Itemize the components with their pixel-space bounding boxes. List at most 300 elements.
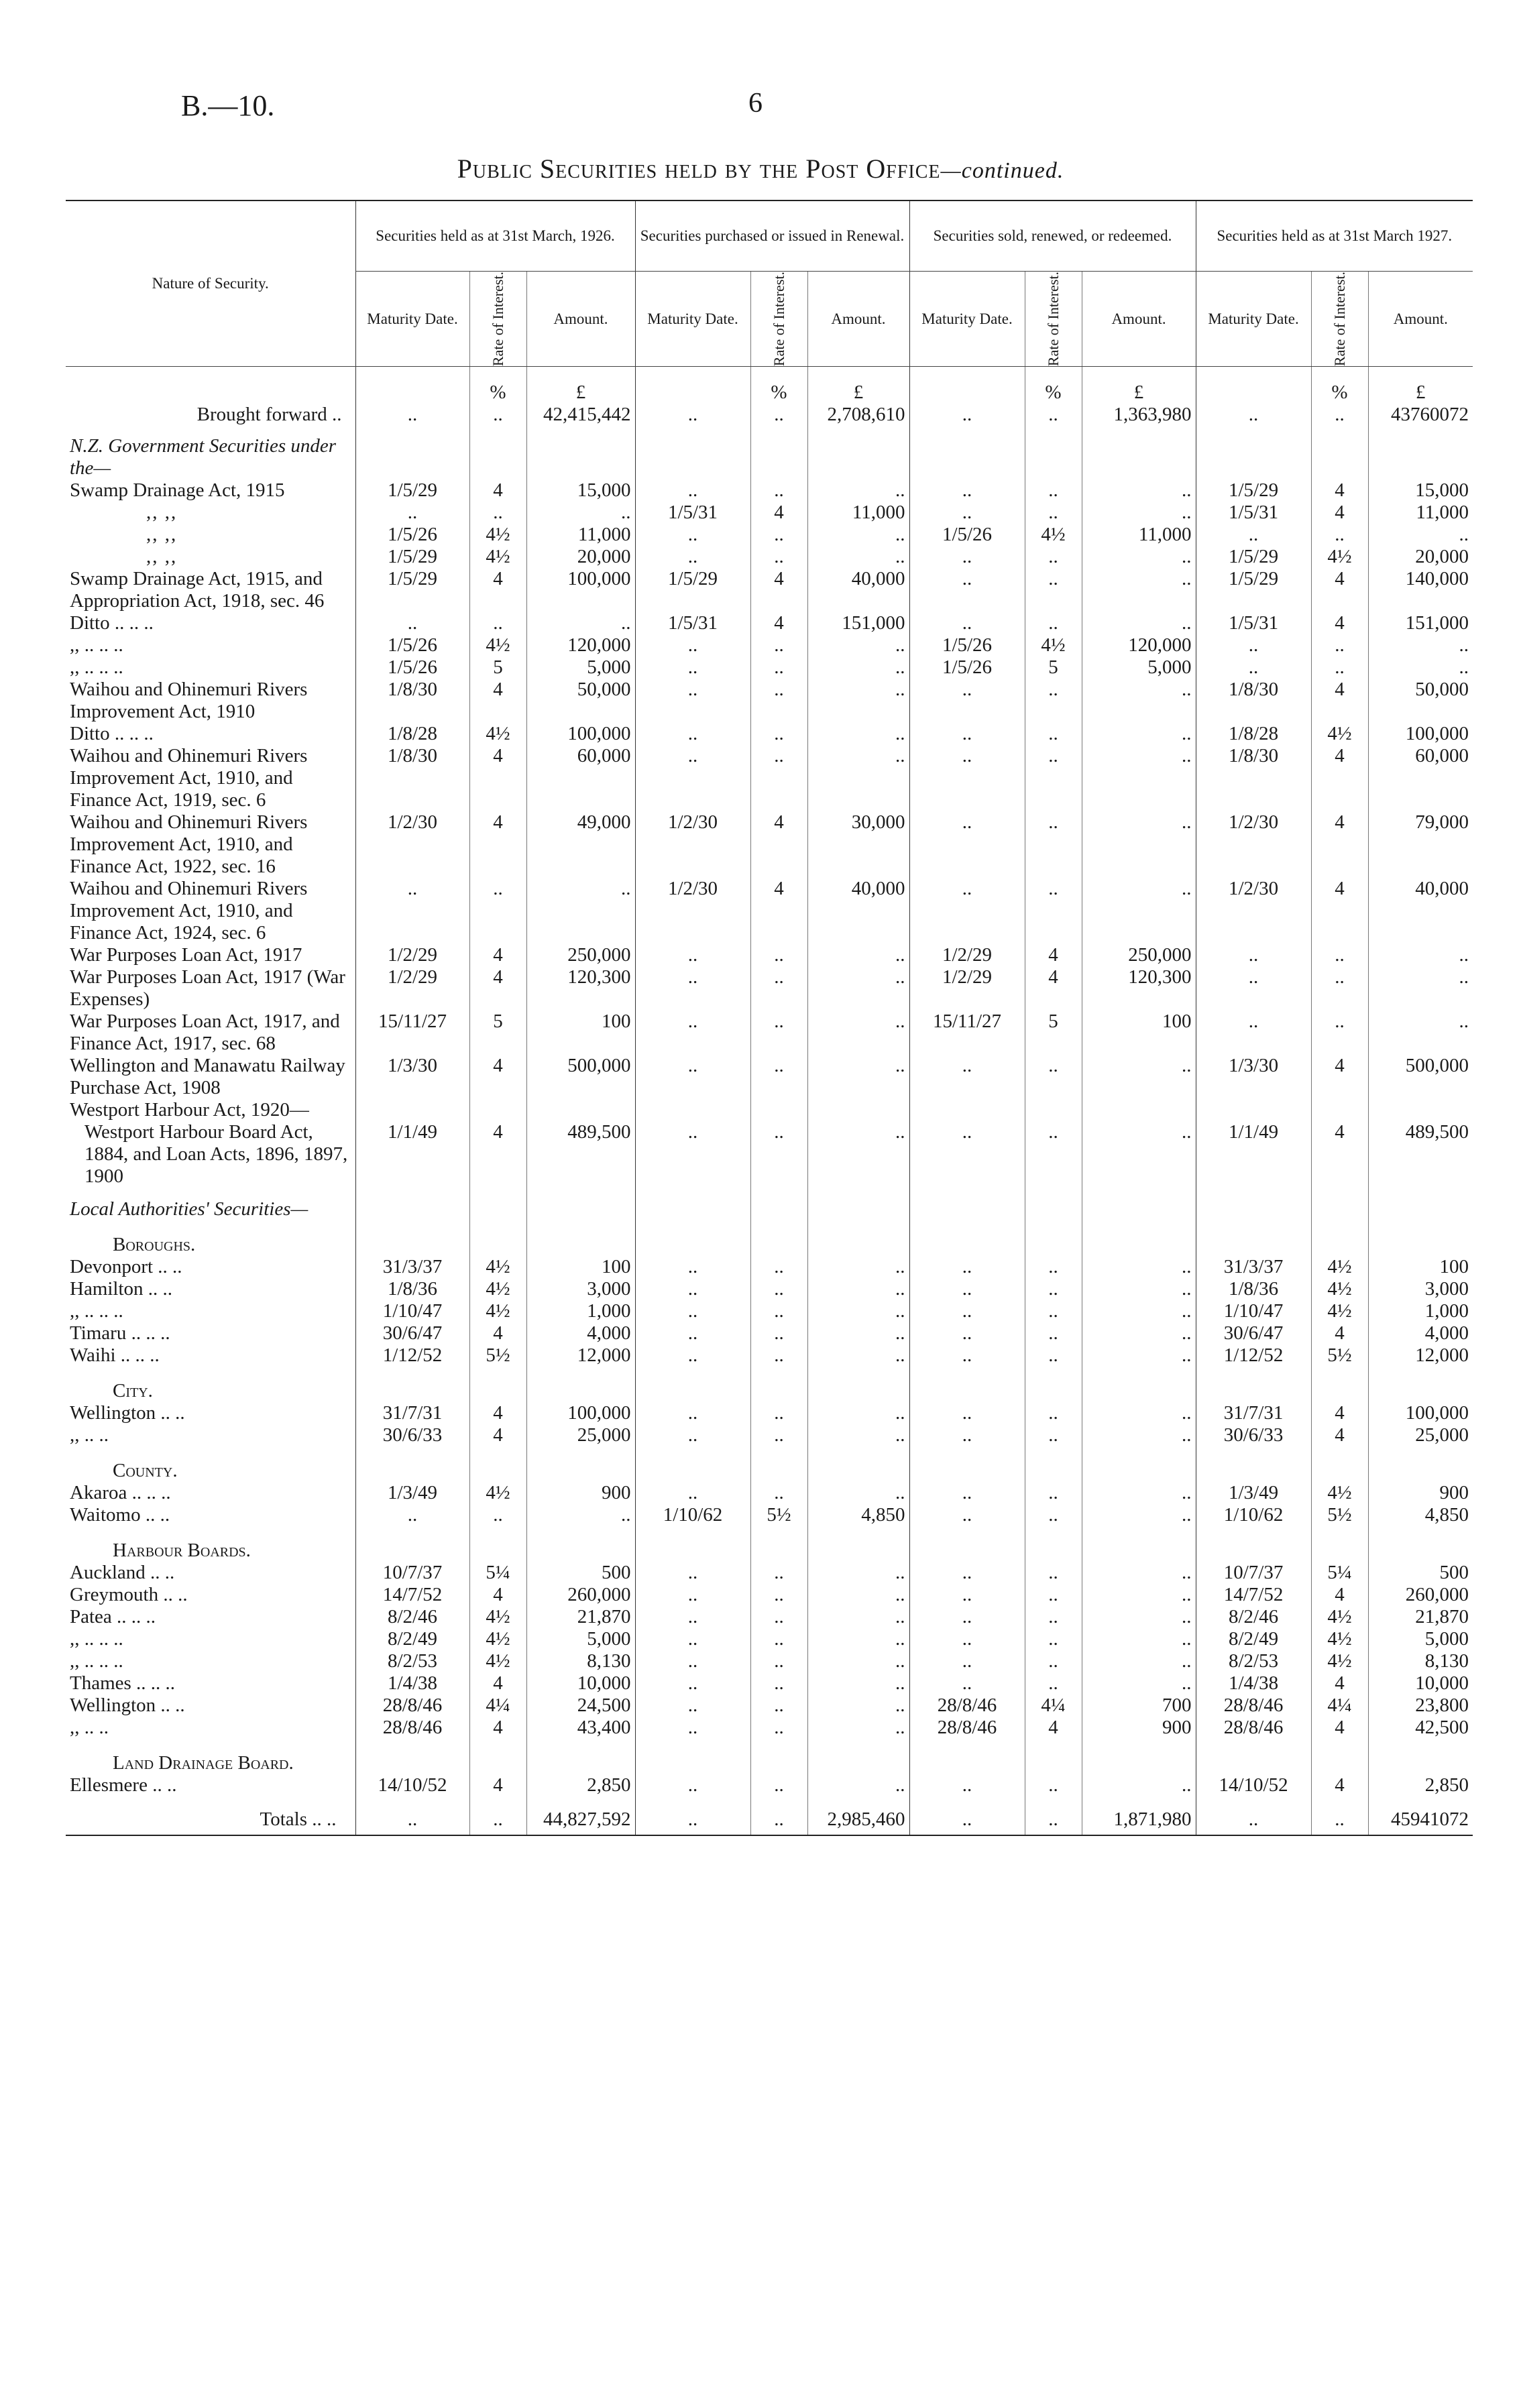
rate-1926: 4 <box>469 679 526 723</box>
amount-sold: .. <box>1082 502 1196 524</box>
rate-sold: .. <box>1025 1424 1082 1446</box>
rate-1927: 5¼ <box>1311 1562 1368 1584</box>
maturity-1927: 1/3/49 <box>1196 1482 1311 1504</box>
rate-sold: .. <box>1025 679 1082 723</box>
rate-1926: 4 <box>469 1424 526 1446</box>
empty-cell <box>1311 1739 1368 1774</box>
empty-cell <box>1368 1739 1473 1774</box>
maturity-1927: 28/8/46 <box>1196 1695 1311 1717</box>
amount-1927: 21,870 <box>1368 1606 1473 1628</box>
maturity-1926: 8/2/53 <box>355 1650 469 1672</box>
table-row <box>66 1606 1473 1628</box>
section-heading-row <box>66 1188 1473 1220</box>
amount-purchased: .. <box>807 1584 909 1606</box>
empty-cell <box>469 435 526 479</box>
maturity-1927: 1/5/31 <box>1196 502 1311 524</box>
maturity-sold: .. <box>909 811 1025 878</box>
maturity-purchased: .. <box>635 1278 750 1300</box>
rate-1927: .. <box>1311 1011 1368 1055</box>
maturity-1927: 1/10/47 <box>1196 1300 1311 1322</box>
rate-1927: 4 <box>1311 612 1368 634</box>
maturity-1927: 1/8/28 <box>1196 723 1311 745</box>
amount-purchased: .. <box>807 1344 909 1367</box>
maturity-1927: 1/4/38 <box>1196 1672 1311 1695</box>
security-name: Ditto .. .. .. <box>70 612 154 634</box>
empty-cell <box>1082 1526 1196 1562</box>
amount-1927: 151,000 <box>1368 612 1473 634</box>
empty-cell <box>1025 1099 1082 1121</box>
rate-header: Rate of Interest. <box>1311 272 1368 367</box>
amount-purchased: .. <box>807 546 909 568</box>
empty-cell <box>1082 1446 1196 1482</box>
security-name: Waihou and Ohinemuri Rivers Improvement Act, 1910, and Finance Act, 1919, sec. 6 <box>70 745 308 811</box>
rate-purchased: 5½ <box>750 1504 807 1526</box>
maturity-sold: 28/8/46 <box>909 1717 1025 1739</box>
rate-purchased: .. <box>750 679 807 723</box>
maturity-1927: 1/3/30 <box>1196 1055 1311 1099</box>
amount-purchased: .. <box>807 1011 909 1055</box>
rate-1927: 4 <box>1311 1424 1368 1446</box>
rate-1927: 4½ <box>1311 1650 1368 1672</box>
rate-purchased: .. <box>750 1121 807 1188</box>
security-name: ,, .. .. <box>70 1717 109 1739</box>
maturity-1927: 1/5/29 <box>1196 479 1311 502</box>
amount-sold: .. <box>1082 723 1196 745</box>
amount-header: Amount. <box>1082 272 1196 367</box>
amount-purchased: .. <box>807 1256 909 1278</box>
maturity-1927: 8/2/49 <box>1196 1628 1311 1650</box>
maturity-sold: .. <box>909 1562 1025 1584</box>
maturity-purchased: .. <box>635 944 750 966</box>
amount-1926: 12,000 <box>526 1344 635 1367</box>
maturity-purchased: .. <box>635 679 750 723</box>
table-row <box>66 546 1473 568</box>
maturity-purchased: .. <box>635 1796 750 1835</box>
security-name: ,, ,, <box>146 502 178 524</box>
amount-1927: 4,000 <box>1368 1322 1473 1344</box>
rate-1927: 5½ <box>1311 1504 1368 1526</box>
amount-1926: 100,000 <box>526 723 635 745</box>
maturity-purchased: .. <box>635 1717 750 1739</box>
amount-purchased: .. <box>807 634 909 656</box>
empty-cell <box>355 1099 469 1121</box>
amount-purchased: 30,000 <box>807 811 909 878</box>
rate-purchased: 4 <box>750 568 807 612</box>
table-row <box>66 1344 1473 1367</box>
empty-cell <box>526 1220 635 1256</box>
table-row <box>66 679 1473 723</box>
rate-1926: 4 <box>469 944 526 966</box>
empty-cell <box>1025 1446 1082 1482</box>
empty-cell <box>909 1367 1025 1402</box>
amount-sold: .. <box>1082 1322 1196 1344</box>
amount-1927: .. <box>1368 1011 1473 1055</box>
security-name: War Purposes Loan Act, 1917 (War Expenses) <box>70 966 345 1011</box>
rate-purchased: .. <box>750 479 807 502</box>
rate-1926: 4 <box>469 811 526 878</box>
table-row <box>66 1322 1473 1344</box>
maturity-purchased: .. <box>635 1584 750 1606</box>
maturity-header: Maturity Date. <box>1196 272 1311 367</box>
amount-1926: 100,000 <box>526 1402 635 1424</box>
empty-cell <box>807 1367 909 1402</box>
amount-1927: 100 <box>1368 1256 1473 1278</box>
maturity-sold: 1/5/26 <box>909 634 1025 656</box>
maturity-1926: 31/7/31 <box>355 1402 469 1424</box>
empty-cell <box>526 1739 635 1774</box>
amount-1927: 5,000 <box>1368 1628 1473 1650</box>
maturity-1927: .. <box>1196 1011 1311 1055</box>
section-label: Harbour Boards. <box>113 1540 251 1562</box>
empty-cell <box>909 1739 1025 1774</box>
empty-cell <box>909 1099 1025 1121</box>
rate-1927: 4 <box>1311 1774 1368 1796</box>
maturity-1927: 30/6/47 <box>1196 1322 1311 1344</box>
rate-sold: .. <box>1025 1562 1082 1584</box>
maturity-sold: .. <box>909 1055 1025 1099</box>
table-row <box>66 656 1473 679</box>
maturity-purchased: .. <box>635 1011 750 1055</box>
empty-cell <box>807 1099 909 1121</box>
maturity-1927: 1/5/29 <box>1196 546 1311 568</box>
maturity-1926: 1/2/29 <box>355 966 469 1011</box>
security-name: ,, ,, <box>146 546 178 568</box>
amount-sold: .. <box>1082 1256 1196 1278</box>
rate-1926: 4 <box>469 1402 526 1424</box>
rate-1926: 4 <box>469 1322 526 1344</box>
amount-1927: 10,000 <box>1368 1672 1473 1695</box>
group-header-purchased: Securities purchased or issued in Renewal. <box>635 200 909 272</box>
rate-1926: 4¼ <box>469 1695 526 1717</box>
security-name: ,, ,, <box>146 524 178 546</box>
maturity-sold: .. <box>909 1650 1025 1672</box>
maturity-1927: 14/10/52 <box>1196 1774 1311 1796</box>
section-heading-row <box>66 1446 1473 1482</box>
maturity-1926: 1/5/29 <box>355 568 469 612</box>
maturity-purchased: 1/10/62 <box>635 1504 750 1526</box>
empty-cell <box>526 435 635 479</box>
maturity-purchased: .. <box>635 1402 750 1424</box>
security-name: Timaru .. .. .. <box>70 1322 170 1344</box>
rate-purchased: .. <box>750 944 807 966</box>
rate-purchased: .. <box>750 634 807 656</box>
maturity-purchased: .. <box>635 546 750 568</box>
rate-sold: .. <box>1025 502 1082 524</box>
maturity-purchased: .. <box>635 1650 750 1672</box>
maturity-1927: .. <box>1196 944 1311 966</box>
rate-1926: 4 <box>469 1055 526 1099</box>
amount-purchased: .. <box>807 679 909 723</box>
section-label: County. <box>113 1460 178 1482</box>
amount-sold: .. <box>1082 1121 1196 1188</box>
amount-sold: .. <box>1082 1344 1196 1367</box>
maturity-1927: 1/5/31 <box>1196 612 1311 634</box>
amount-purchased: .. <box>807 1650 909 1672</box>
rate-sold: 4 <box>1025 966 1082 1011</box>
maturity-1927: 1/12/52 <box>1196 1344 1311 1367</box>
empty-cell <box>469 1367 526 1402</box>
rate-header: Rate of Interest. <box>1025 272 1082 367</box>
table-row <box>66 1424 1473 1446</box>
empty-cell <box>750 435 807 479</box>
maturity-1927: 8/2/46 <box>1196 1606 1311 1628</box>
maturity-sold: .. <box>909 1402 1025 1424</box>
amount-sold: .. <box>1082 745 1196 811</box>
table-row <box>66 1256 1473 1278</box>
empty-cell <box>355 1188 469 1220</box>
amount-1926: .. <box>526 1504 635 1526</box>
empty-cell <box>469 1220 526 1256</box>
empty-cell <box>909 1188 1025 1220</box>
maturity-1927: 8/2/53 <box>1196 1650 1311 1672</box>
maturity-1927: 31/7/31 <box>1196 1402 1311 1424</box>
rate-1927: 4 <box>1311 1584 1368 1606</box>
amount-purchased: .. <box>807 1278 909 1300</box>
maturity-sold: .. <box>909 878 1025 944</box>
empty-cell <box>1196 1099 1311 1121</box>
empty-cell <box>1082 1739 1196 1774</box>
amount-sold: .. <box>1082 1504 1196 1526</box>
amount-sold: 120,300 <box>1082 966 1196 1011</box>
amount-sold: 1,363,980 <box>1082 404 1196 435</box>
rate-sold: .. <box>1025 1300 1082 1322</box>
amount-1927: 25,000 <box>1368 1424 1473 1446</box>
security-name: Wellington .. .. <box>70 1695 185 1717</box>
empty-cell <box>909 435 1025 479</box>
security-name: War Purposes Loan Act, 1917 <box>70 944 302 966</box>
rate-purchased: .. <box>750 1424 807 1446</box>
rate-purchased: .. <box>750 1402 807 1424</box>
maturity-1926: 1/3/30 <box>355 1055 469 1099</box>
group-header-sold: Securities sold, renewed, or redeemed. <box>909 200 1196 272</box>
rate-1927: 4 <box>1311 502 1368 524</box>
table-row <box>66 1650 1473 1672</box>
empty-cell <box>469 1446 526 1482</box>
table-row <box>66 1672 1473 1695</box>
amount-sold: .. <box>1082 568 1196 612</box>
maturity-purchased: .. <box>635 1256 750 1278</box>
maturity-sold: 1/2/29 <box>909 944 1025 966</box>
rate-purchased: .. <box>750 723 807 745</box>
amount-sold: .. <box>1082 1672 1196 1695</box>
amount-purchased: .. <box>807 1402 909 1424</box>
empty-cell <box>1196 1367 1311 1402</box>
maturity-1927: 1/10/62 <box>1196 1504 1311 1526</box>
rate-purchased: .. <box>750 656 807 679</box>
maturity-purchased: .. <box>635 656 750 679</box>
rate-1926: .. <box>469 1504 526 1526</box>
maturity-purchased: .. <box>635 745 750 811</box>
empty-cell <box>1196 435 1311 479</box>
amount-1927: 15,000 <box>1368 479 1473 502</box>
table-row <box>66 634 1473 656</box>
rate-sold: 5 <box>1025 656 1082 679</box>
amount-1926: 10,000 <box>526 1672 635 1695</box>
rate-1927: 4 <box>1311 811 1368 878</box>
maturity-sold: .. <box>909 679 1025 723</box>
table-row <box>66 745 1473 811</box>
rate-purchased: .. <box>750 1482 807 1504</box>
empty-cell <box>807 1739 909 1774</box>
rate-1927: 4½ <box>1311 1256 1368 1278</box>
empty-cell <box>1368 1099 1473 1121</box>
amount-purchased: .. <box>807 1695 909 1717</box>
maturity-sold: 28/8/46 <box>909 1695 1025 1717</box>
maturity-1926: 30/6/33 <box>355 1424 469 1446</box>
table-row <box>66 1695 1473 1717</box>
rate-purchased: 4 <box>750 811 807 878</box>
amount-1927: 900 <box>1368 1482 1473 1504</box>
security-name: ,, .. .. .. <box>70 656 123 679</box>
amount-sold: .. <box>1082 546 1196 568</box>
rate-sold: .. <box>1025 1774 1082 1796</box>
rate-1926: 4½ <box>469 1482 526 1504</box>
percent-unit: % <box>469 367 526 404</box>
amount-1926: 500 <box>526 1562 635 1584</box>
rate-1926: 4½ <box>469 546 526 568</box>
amount-1926: 250,000 <box>526 944 635 966</box>
empty-cell <box>1368 1446 1473 1482</box>
empty-cell <box>807 1188 909 1220</box>
amount-sold: .. <box>1082 1482 1196 1504</box>
table-row <box>66 723 1473 745</box>
amount-header: Amount. <box>526 272 635 367</box>
rate-1926: 4 <box>469 568 526 612</box>
group-header-held-1927: Securities held as at 31st March 1927. <box>1196 200 1473 272</box>
amount-1926: 8,130 <box>526 1650 635 1672</box>
rate-1927: .. <box>1311 1796 1368 1835</box>
table-row <box>66 1402 1473 1424</box>
table-row <box>66 1482 1473 1504</box>
rate-purchased: .. <box>750 1628 807 1650</box>
rate-purchased: 4 <box>750 612 807 634</box>
amount-1927: 42,500 <box>1368 1717 1473 1739</box>
empty-cell <box>1082 1099 1196 1121</box>
maturity-sold: .. <box>909 404 1025 435</box>
rate-1927: .. <box>1311 966 1368 1011</box>
empty-cell <box>526 1099 635 1121</box>
amount-sold: .. <box>1082 811 1196 878</box>
empty-cell <box>750 1220 807 1256</box>
rate-1927: 4 <box>1311 479 1368 502</box>
amount-1927: 45941072 <box>1368 1796 1473 1835</box>
table-row <box>66 811 1473 878</box>
maturity-sold: .. <box>909 1278 1025 1300</box>
maturity-sold: 1/2/29 <box>909 966 1025 1011</box>
maturity-1927: 1/8/30 <box>1196 745 1311 811</box>
rate-purchased: .. <box>750 1717 807 1739</box>
rate-1926: 5 <box>469 1011 526 1055</box>
maturity-1926: 30/6/47 <box>355 1322 469 1344</box>
rate-purchased: .. <box>750 1344 807 1367</box>
rate-sold: .. <box>1025 1256 1082 1278</box>
table-row <box>66 1121 1473 1188</box>
rate-1927: 4½ <box>1311 1278 1368 1300</box>
empty-cell <box>909 1446 1025 1482</box>
amount-1926: 100 <box>526 1256 635 1278</box>
maturity-1927: .. <box>1196 966 1311 1011</box>
rate-sold: .. <box>1025 1504 1082 1526</box>
security-name: Brought forward .. <box>196 404 342 426</box>
securities-table <box>66 200 1473 1836</box>
security-name: Greymouth .. .. <box>70 1584 188 1606</box>
document-reference: B.—10. <box>181 89 275 122</box>
amount-purchased: .. <box>807 1300 909 1322</box>
security-name: Hamilton .. .. <box>70 1278 173 1300</box>
maturity-purchased: .. <box>635 634 750 656</box>
maturity-1926: .. <box>355 502 469 524</box>
empty-cell <box>750 1367 807 1402</box>
amount-1926: 49,000 <box>526 811 635 878</box>
rate-1926: .. <box>469 404 526 435</box>
security-name: Wellington .. .. <box>70 1402 185 1424</box>
maturity-purchased: .. <box>635 1055 750 1099</box>
table-row <box>66 1504 1473 1526</box>
amount-1926: 120,000 <box>526 634 635 656</box>
amount-purchased: 40,000 <box>807 878 909 944</box>
rate-1927: 4¼ <box>1311 1695 1368 1717</box>
amount-1927: .. <box>1368 656 1473 679</box>
section-label: Boroughs. <box>113 1234 196 1256</box>
rate-purchased: .. <box>750 1055 807 1099</box>
rate-1926: .. <box>469 878 526 944</box>
table-row <box>66 1774 1473 1796</box>
security-name: Waihou and Ohinemuri Rivers Improvement Act, 1910 <box>70 679 308 723</box>
maturity-sold: .. <box>909 1482 1025 1504</box>
maturity-1927: 31/3/37 <box>1196 1256 1311 1278</box>
amount-1926: .. <box>526 502 635 524</box>
rate-1927: 4½ <box>1311 723 1368 745</box>
empty-cell <box>635 1188 750 1220</box>
maturity-purchased: 1/5/31 <box>635 502 750 524</box>
rate-header: Rate of Interest. <box>469 272 526 367</box>
empty-cell <box>469 1739 526 1774</box>
maturity-sold: 15/11/27 <box>909 1011 1025 1055</box>
maturity-1927: .. <box>1196 634 1311 656</box>
maturity-purchased: .. <box>635 723 750 745</box>
rate-1926: .. <box>469 612 526 634</box>
percent-unit: % <box>750 367 807 404</box>
empty-cell <box>526 1367 635 1402</box>
maturity-purchased: .. <box>635 1300 750 1322</box>
empty-cell <box>355 1446 469 1482</box>
empty-cell <box>750 1188 807 1220</box>
empty-cell <box>1025 1526 1082 1562</box>
empty-cell <box>750 1739 807 1774</box>
empty-cell <box>1311 1099 1368 1121</box>
totals-row <box>66 1796 1473 1835</box>
amount-purchased: .. <box>807 1482 909 1504</box>
empty-cell <box>526 1188 635 1220</box>
section-heading-row <box>66 1220 1473 1256</box>
amount-sold: 900 <box>1082 1717 1196 1739</box>
amount-1926: 15,000 <box>526 479 635 502</box>
empty-cell <box>1368 1367 1473 1402</box>
maturity-sold: .. <box>909 1256 1025 1278</box>
empty-cell <box>1082 1188 1196 1220</box>
maturity-sold: .. <box>909 568 1025 612</box>
rate-sold: 4½ <box>1025 524 1082 546</box>
maturity-sold: .. <box>909 1672 1025 1695</box>
security-name: Waitomo .. .. <box>70 1504 170 1526</box>
pound-unit: £ <box>526 367 635 404</box>
maturity-purchased: 1/2/30 <box>635 878 750 944</box>
amount-purchased: .. <box>807 1672 909 1695</box>
amount-header: Amount. <box>1368 272 1473 367</box>
empty-cell <box>635 1446 750 1482</box>
rate-1926: 4 <box>469 745 526 811</box>
security-name: Swamp Drainage Act, 1915 <box>70 479 285 502</box>
